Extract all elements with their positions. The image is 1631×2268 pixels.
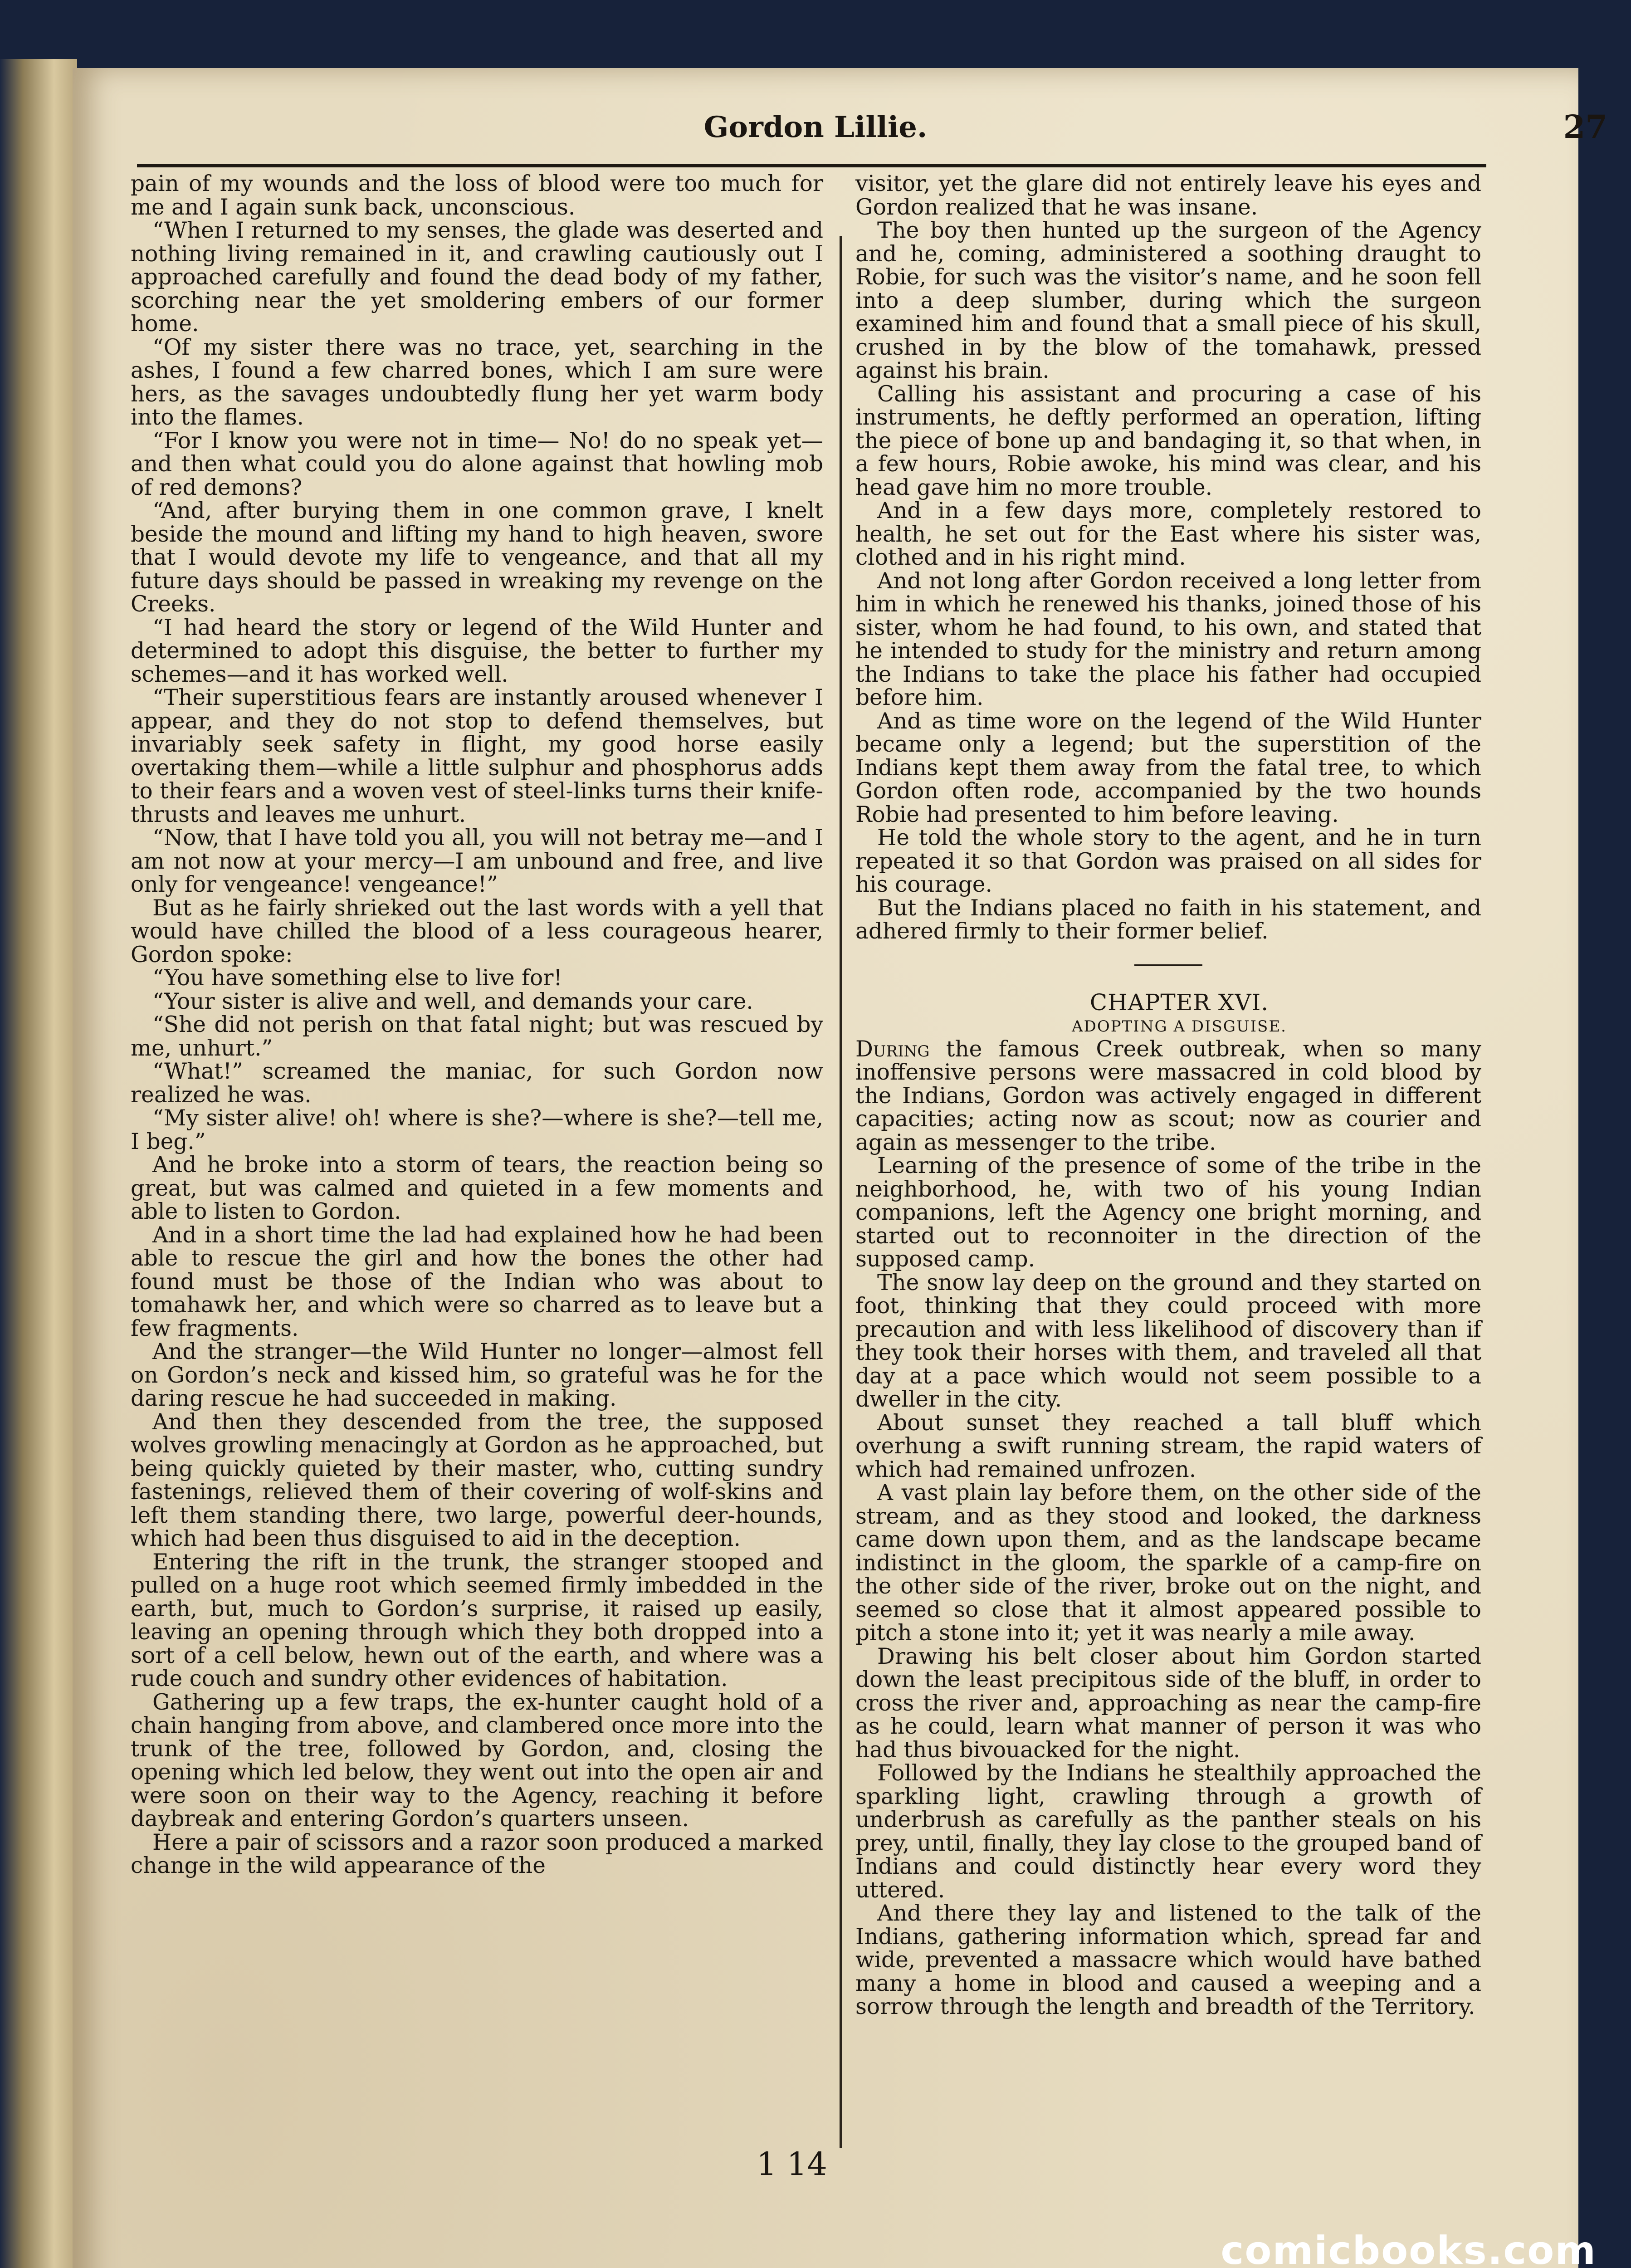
paragraph: “When I returned to my senses, the glade was deserted and nothing living remained in it, and crawling cautiously out I approached carefully and found the dead body of my father, scorching near the yet smoldering embers of our former home.	[131, 218, 823, 337]
paragraph: “I had heard the story or legend of the Wild Hunter and determined to adopt this disguise, the better to further my schemes—and it has worked well.	[131, 615, 823, 687]
paragraph: “You have something else to live for!	[152, 965, 562, 991]
chapter-opening-text: the famous Creek outbreak, when so many inoffensive persons were massacred in cold blood by the Indians, Gordon was actively engaged in different capacities; acting now as scout; now as courier and again as messenger to the tribe.	[855, 1036, 1481, 1155]
paragraph: “She did not perish on that fatal night; but was rescued by me, unhurt.”	[131, 1012, 823, 1061]
paragraph: And as time wore on the legend of the Wild Hunter became only a legend; but the superstition of the Indians kept them away from the fatal tree, to which Gordon often rode, accompanied by the two hounds Robie had presented to him before leaving.	[855, 708, 1481, 827]
paragraph: visitor, yet the glare did not entirely leave his eyes and Gordon realized that he was insane.	[855, 171, 1481, 220]
paragraph: Calling his assistant and procuring a case of his instruments, he deftly performed an operation, lifting the piece of bone up and bandaging it, so that when, in a few hours, Robie awoke, his mind was clear, and his head gave him no more trouble.	[855, 381, 1481, 500]
paragraph: “What!” screamed the maniac, for such Gordon now realized he was.	[131, 1059, 823, 1108]
paragraph: But as he fairly shrieked out the last words with a yell that would have chilled the blood of a less courageous hearer, Gordon spoke:	[131, 895, 823, 968]
paragraph: And then they descended from the tree, the supposed wolves growling menacingly at Gordon as he approached, but being quickly quieted by their master, who, cutting sundry fastenings, relieved them of their covering of wolf-skins and left them standing there, two large, powerful deer-hounds, which had been thus disguised to aid in the deception.	[131, 1409, 823, 1551]
paragraph: And in a few days more, completely restored to health, he set out for the East where his sister was, clothed and in his right mind.	[855, 498, 1481, 570]
paragraph: pain of my wounds and the loss of blood were too much for me and I again sunk back, unconscious.	[131, 171, 823, 220]
chapter-opening-word: During	[855, 1036, 930, 1062]
paragraph: And in a short time the lad had explained how he had been able to rescue the girl and how the bones the other had found must be those of the Indian who was about to tomahawk her, and which were so charred as to leave but a few fragments.	[131, 1222, 823, 1341]
paragraph: Learning of the presence of some of the tribe in the neighborhood, he, with two of his young Indian companions, left the Agency one bright morning, and started out to reconnoiter in the direction of the supposed camp.	[855, 1153, 1481, 1272]
watermark-logo: comicbooks.com	[1221, 2228, 1597, 2268]
signature-mark: 1 14	[757, 2146, 827, 2183]
paragraph: The snow lay deep on the ground and they started on foot, thinking that they could proceed with more precaution and with less likelihood of discovery than if they took their horses with them, and traveled all that day at a pace which would not seem possible to a dweller in the city.	[855, 1270, 1481, 1412]
paragraph: “Their superstitious fears are instantly aroused whenever I appear, and they do not stop to defend themselves, but invariably seek safety in flight, my good horse easily overtaking them—while a little sulphur and phosphorus adds to their fears and a woven vest of steel-links turns their knife-thrusts and leaves me unhurt.	[131, 685, 823, 827]
chapter-subtitle: ADOPTING A DISGUISE.	[1072, 1017, 1287, 1036]
paragraph: Gathering up a few traps, the ex-hunter caught hold of a chain hanging from above, and clambered once more into the trunk of the tree, followed by Gordon, and, closing the opening which led below, they went out into the open air and were soon on their way to the Agency, reaching it before daybreak and entering Gordon’s quarters unseen.	[131, 1689, 823, 1832]
page-number: 27	[1563, 108, 1607, 146]
running-title: Gordon Lillie.	[703, 110, 928, 144]
paragraph: And he broke into a storm of tears, the reaction being so great, but was calmed and quieted in a few moments and able to listen to Gordon.	[131, 1152, 823, 1224]
right-column-text-b	[855, 1154, 1481, 2019]
paragraph: He told the whole story to the agent, and he in turn repeated it so that Gordon was praised on all sides for his courage.	[855, 825, 1481, 897]
paragraph: But the Indians placed no faith in his statement, and adhered firmly to their former belief.	[855, 895, 1481, 944]
chapter-separator-rule	[1134, 964, 1202, 966]
paragraph: And there they lay and listened to the talk of the Indians, gathering information which, spread far and wide, prevented a massacre which would have bathed many a home in blood and caused a weeping and a sorrow through the length and breadth of the Territory.	[855, 1901, 1481, 2019]
paragraph: About sunset they reached a tall bluff which overhung a swift running stream, the rapid waters of which had remained unfrozen.	[855, 1410, 1481, 1482]
column-divider	[840, 236, 842, 2148]
right-column-text-a	[855, 172, 1481, 943]
paragraph: The boy then hunted up the surgeon of the Agency and he, coming, administered a soothing draught to Robie, for such was the visitor’s name, and he soon fell into a deep slumber, during which the surgeon examined him and found that a small piece of his skull, crushed in by the blow of the tomahawk, pressed against his brain.	[855, 218, 1481, 383]
left-column	[131, 172, 823, 1878]
paragraph: Drawing his belt closer about him Gordon started down the least precipitous side of the bluff, in order to cross the river and, approaching as near the camp-fire as he could, learn what manner of person it was who had thus bivouacked for the night.	[855, 1643, 1481, 1763]
paragraph: And not long after Gordon received a long letter from him in which he renewed his thanks, joined those of his sister, whom he had found, to his own, and stated that he intended to study for the ministry and return among the Indians to take the place his father had occupied before him.	[855, 568, 1481, 710]
chapter-title: CHAPTER XVI.	[1089, 989, 1269, 1016]
paragraph: “Now, that I have told you all, you will not betray me—and I am not now at your mercy—I am unbound and free, and live only for vengeance! vengeance!”	[131, 825, 823, 897]
paragraph: Here a pair of scissors and a razor soon produced a marked change in the wild appearance of the	[131, 1829, 823, 1878]
header-rule	[137, 164, 1486, 167]
chapter-opening-paragraph	[855, 1038, 1481, 1155]
paragraph: Entering the rift in the trunk, the stranger stooped and pulled on a huge root which seemed firmly imbedded in the earth, but, much to Gordon’s surprise, it raised up easily, leaving an opening through which they both dropped into a sort of a cell below, hewn out of the earth, and where was a rude couch and sundry other evidences of habitation.	[131, 1549, 823, 1691]
paragraph: “And, after burying them in one common grave, I knelt beside the mound and lifting my hand to high heaven, swore that I would devote my life to vengeance, and that all my future days should be passed in wreaking my revenge on the Creeks.	[131, 498, 823, 617]
paragraph: A vast plain lay before them, on the other side of the stream, and as they stood and looked, the darkness came down upon them, and as the landscape became indistinct in the gloom, the sparkle of a camp-fire on the other side of the river, broke out on the night, and seemed so close that it almost appeared possible to pitch a stone into it; yet it was nearly a mile away.	[855, 1480, 1481, 1646]
right-column	[855, 172, 1481, 2019]
paragraph: “My sister alive! oh! where is she?—where is she?—tell me, I beg.”	[131, 1105, 823, 1154]
paragraph: And the stranger—the Wild Hunter no longer—almost fell on Gordon’s neck and kissed him, so grateful was he for the daring rescue he had succeeded in making.	[131, 1339, 823, 1411]
paragraph: “Of my sister there was no trace, yet, searching in the ashes, I found a few charred bones, which I am sure were hers, as the savages undoubtedly flung her yet warm body into the flames.	[131, 334, 823, 430]
facing-page-edge	[0, 59, 77, 2268]
paragraph: “Your sister is alive and well, and demands your care.	[152, 988, 753, 1014]
paragraph: “For I know you were not in time— No! do no speak yet—and then what could you do alone against that howling mob of red demons?	[131, 428, 823, 500]
paragraph: Followed by the Indians he stealthily approached the sparkling light, crawling through a growth of underbrush as carefully as the panther steals on his prey, until, finally, they lay close to the grouped band of Indians and could distinctly hear every word they uttered.	[855, 1760, 1481, 1903]
